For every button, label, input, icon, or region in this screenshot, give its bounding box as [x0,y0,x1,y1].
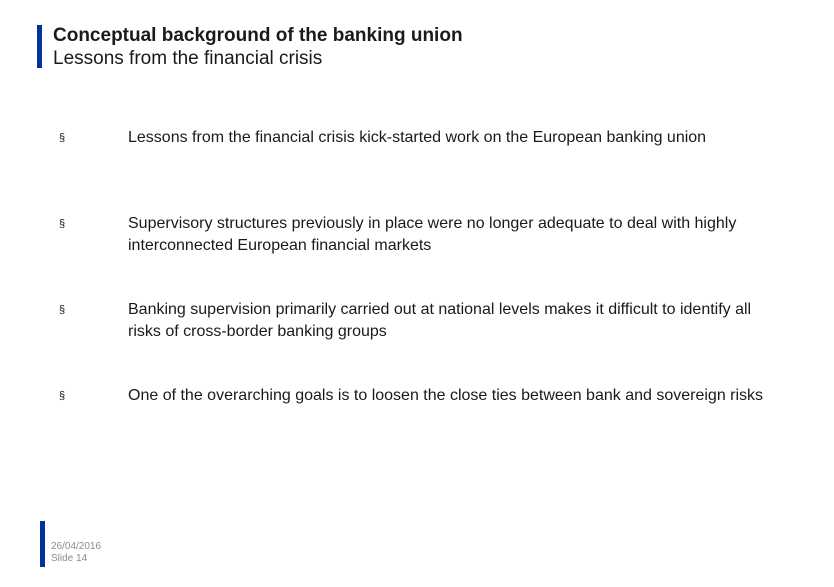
bullet-marker-icon: § [59,132,66,144]
footer-date: 26/04/2016 [51,541,102,552]
bullet-marker-icon: § [59,304,66,316]
slide-title: Conceptual background of the banking union [53,25,463,46]
bullet-text: Banking supervision primarily carried out at national levels makes it difficult to identify all risks of cross-border banking groups [128,301,752,340]
slide-subtitle: Lessons from the financial crisis [53,48,323,69]
bullet-marker-icon: § [59,390,66,402]
footer-accent-bar [40,521,45,567]
bullet-text: Lessons from the financial crisis kick-started work on the European banking union [128,129,707,146]
slide-footer [51,541,101,565]
slide-header [53,24,813,70]
footer-slide-number: Slide 14 [51,553,88,564]
title-accent-bar [37,25,42,68]
bullet-text: One of the overarching goals is to loosen the close ties between bank and sovereign risks [128,387,764,404]
bullet-text: Supervisory structures previously in place were no longer adequate to deal with highly interconnected European financial markets [128,215,737,254]
bullet-marker-icon: § [59,218,66,230]
